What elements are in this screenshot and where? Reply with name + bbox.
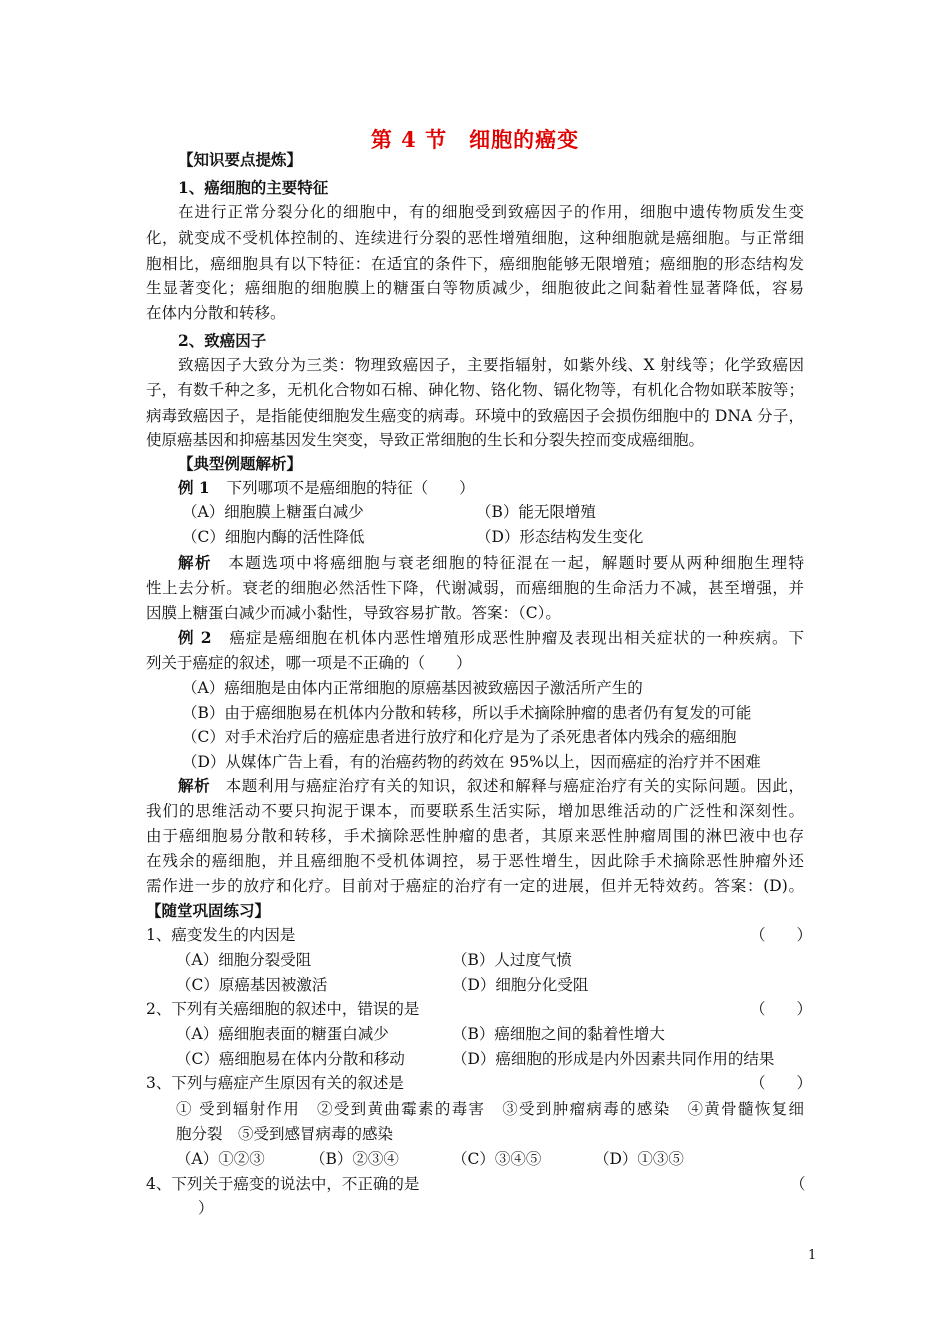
- example-2-analysis-label: 解析: [178, 776, 211, 795]
- question-3-items: ① 受到辐射作用 ②受到黄曲霉素的毒害 ③受到肿瘤病毒的感染 ④黄骨髓恢复细: [176, 1100, 804, 1118]
- example-2-option-c: （C）对手术治疗后的癌症患者进行放疗和化疗是为了杀死患者体内残余的癌细胞: [182, 728, 737, 746]
- example-2-option-b: （B）由于癌细胞易在机体内分散和转移，所以手术摘除肿瘤的患者仍有复发的可能: [182, 704, 752, 722]
- example-1-option-d: （D）形态结构发生变化: [476, 528, 644, 546]
- question-1-answer-blank: （ ）: [750, 926, 813, 944]
- example-2-analysis-line: 由于癌细胞易分散和转移，手术摘除恶性肿瘤的患者，其原来恶性肿瘤周围的淋巴液中也存: [146, 827, 804, 845]
- knowledge-2-line: 致癌因子大致分为三类：物理致癌因子，主要指辐射，如紫外线、X 射线等；化学致癌因: [178, 356, 804, 374]
- knowledge-1-line: 胞相比，癌细胞具有以下特征：在适宜的条件下，癌细胞能够无限增殖；癌细胞的形态结构发: [146, 255, 804, 273]
- example-1-option-b: （B）能无限增殖: [476, 503, 596, 521]
- example-2-analysis: [178, 774, 804, 798]
- question-4-paren-close: ）: [198, 1199, 214, 1217]
- example-1-analysis-label: 解析: [178, 553, 212, 572]
- question-1-option-d: （D）细胞分化受阻: [452, 976, 589, 994]
- example-2-question-text: 癌症是癌细胞在机体内恶性增殖形成恶性肿瘤及表现出相关症状的一种疾病。下: [229, 629, 804, 647]
- question-2-option-b: （B）癌细胞之间的黏着性增大: [452, 1025, 665, 1043]
- page-number: 1: [808, 1248, 817, 1263]
- question-3-option-c: （C）③④⑤: [452, 1150, 542, 1168]
- question-3-items-line: 胞分裂 ⑤受到感冒病毒的感染: [176, 1125, 394, 1143]
- section-heading-examples: 【典型例题解析】: [178, 454, 303, 473]
- question-3-stem: 3、下列与癌症产生原因有关的叙述是: [146, 1074, 404, 1092]
- page-title: 第 4 节 细胞的癌变: [370, 127, 580, 152]
- example-2-label: 例 2: [178, 628, 212, 647]
- knowledge-2-line: 子，有数千种之多，无机化合物如石棉、砷化物、铬化物、镉化物等，有机化合物如联苯胺等；: [146, 381, 804, 399]
- section-heading-practice: 【随堂巩固练习】: [146, 901, 271, 920]
- example-2-option-d: （D）从媒体广告上看，有的治癌药物的药效在 95%以上，因而癌症的治疗并不困难: [182, 753, 761, 771]
- knowledge-1-line: 生显著变化；癌细胞的细胞膜上的糖蛋白等物质减少，细胞彼此之间黏着性显著降低，容易: [146, 279, 804, 297]
- knowledge-1-title: 1、癌细胞的主要特征: [178, 178, 329, 197]
- question-1-option-b: （B）人过度气愤: [452, 951, 572, 969]
- example-2-question: [178, 626, 804, 650]
- example-1-option-c: （C）细胞内酶的活性降低: [182, 528, 365, 546]
- question-1-stem: 1、癌变发生的内因是: [146, 926, 296, 944]
- question-3-option-d: （D）①③⑤: [594, 1150, 684, 1168]
- question-2-option-c: （C）癌细胞易在体内分散和移动: [176, 1050, 405, 1068]
- question-3-option-b: （B）②③④: [310, 1150, 399, 1168]
- question-4-stem: 4、下列关于癌变的说法中，不正确的是: [146, 1175, 420, 1193]
- example-2-analysis-text: 本题利用与癌症治疗有关的知识，叙述和解释与癌症治疗有关的实际问题。因此，: [225, 777, 804, 795]
- question-3-option-a: （A）①②③: [176, 1150, 265, 1168]
- knowledge-2-title: 2、致癌因子: [178, 331, 267, 350]
- example-1-option-a: （A）细胞膜上糖蛋白减少: [182, 503, 364, 521]
- example-2-analysis-line: 需作进一步的放疗和化疗。目前对于癌症的治疗有一定的进展，但并无特效药。答案：(D)。: [146, 877, 804, 895]
- example-1-question: [178, 476, 475, 500]
- example-1-question-text: 下列哪项不是癌细胞的特征（ ）: [226, 479, 475, 497]
- example-2-question-line: 列关于癌症的叙述，哪一项是不正确的（ ）: [146, 654, 472, 672]
- question-2-option-d: （D）癌细胞的形成是内外因素共同作用的结果: [452, 1050, 775, 1068]
- question-2-stem: 2、下列有关癌细胞的叙述中，错误的是: [146, 1000, 420, 1018]
- knowledge-1-line: 在进行正常分裂分化的细胞中，有的细胞受到致癌因子的作用，细胞中遗传物质发生变: [178, 203, 804, 221]
- example-1-analysis-line: 因膜上糖蛋白减少而减小黏性，导致容易扩散。答案：（C）。: [146, 604, 561, 622]
- knowledge-2-line: 病毒致癌因子，是指能使细胞发生癌变的病毒。环境中的致癌因子会损伤细胞中的 DNA 分子，: [146, 407, 804, 425]
- knowledge-2-line: 使原癌基因和抑癌基因发生突变，导致正常细胞的生长和分裂失控而变成癌细胞。: [146, 431, 705, 449]
- example-1-label: 例 1: [178, 478, 210, 497]
- example-1-analysis: [178, 551, 804, 575]
- example-2-analysis-line: 在残余的癌细胞，并且癌细胞不受机体调控，易于恶性增生，因此除手术摘除恶性肿瘤外还: [146, 852, 804, 870]
- question-1-option-c: （C）原癌基因被激活: [176, 976, 328, 994]
- knowledge-1-line: 化，就变成不受机体控制的、连续进行分裂的恶性增殖细胞，这种细胞就是癌细胞。与正常细: [146, 229, 804, 247]
- section-heading-knowledge: 【知识要点提炼】: [178, 150, 303, 169]
- question-1-option-a: （A）细胞分裂受阻: [176, 951, 312, 969]
- example-1-analysis-line: 性上去分析。衰老的细胞必然活性下降，代谢减弱，而癌细胞的生命活力不减，甚至增强，并: [146, 579, 804, 597]
- question-2-answer-blank: （ ）: [750, 1000, 813, 1018]
- question-3-answer-blank: （ ）: [750, 1074, 813, 1092]
- question-2-option-a: （A）癌细胞表面的糖蛋白减少: [176, 1025, 389, 1043]
- example-1-analysis-text: 本题选项中将癌细胞与衰老细胞的特征混在一起，解题时要从两种细胞生理特: [228, 554, 804, 572]
- example-2-option-a: （A）癌细胞是由体内正常细胞的原癌基因被致癌因子激活所产生的: [182, 679, 643, 697]
- knowledge-1-line: 在体内分散和转移。: [146, 304, 286, 322]
- question-4-paren-open: （: [790, 1175, 806, 1193]
- example-2-analysis-line: 我们的思维活动不要只拘泥于课本，而要联系生活实际，增加思维活动的广泛性和深刻性。: [146, 802, 804, 820]
